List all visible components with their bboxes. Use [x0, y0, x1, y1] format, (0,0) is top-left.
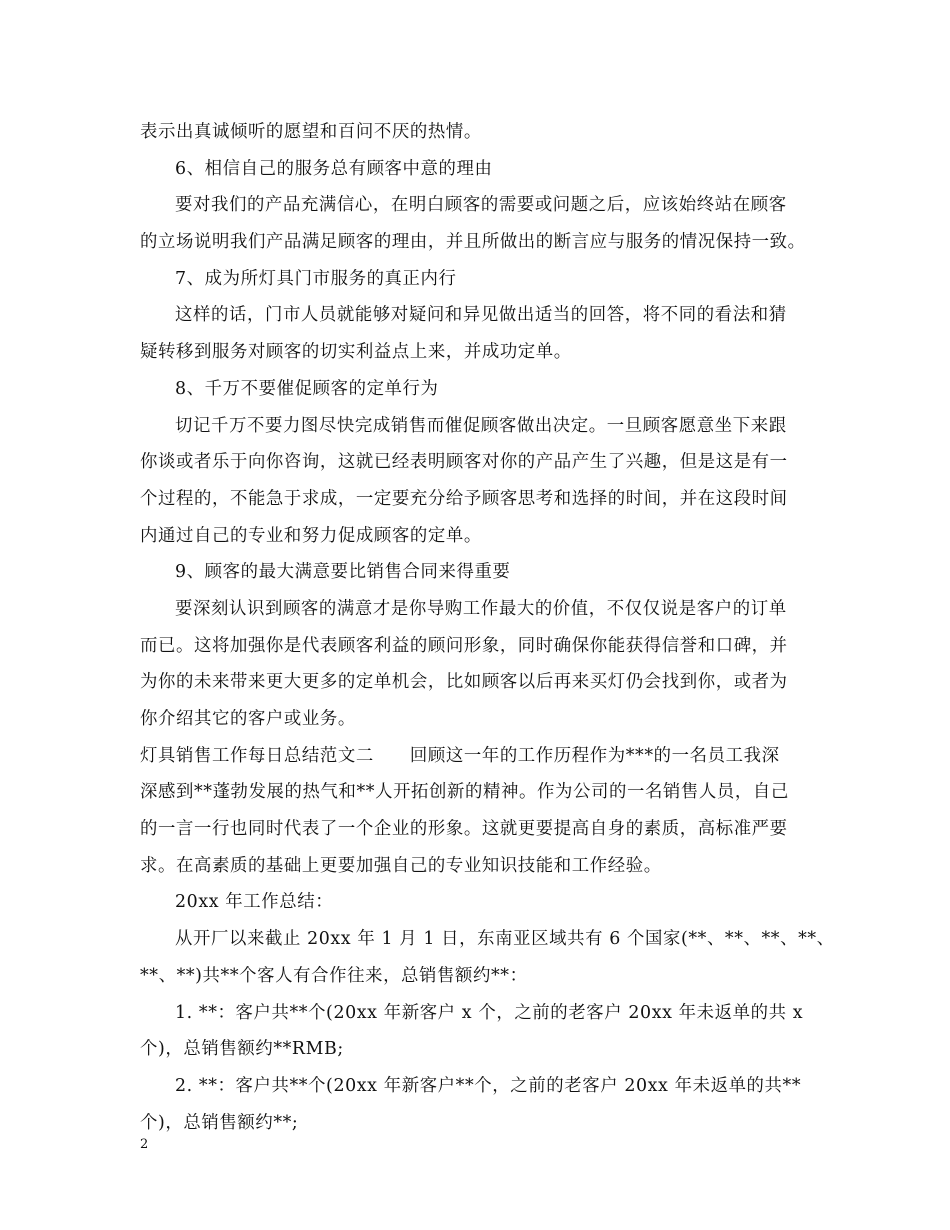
text-line: 要深刻认识到顾客的满意才是你导购工作最大的价值，不仅仅说是客户的订单	[175, 598, 787, 619]
text-line: 你介绍其它的客户或业务。	[140, 709, 356, 729]
text-line: 而已。这将加强你是代表顾客利益的顾问形象，同时确保你能获得信誉和口碑，并	[140, 635, 788, 656]
document-body	[140, 114, 835, 1141]
text-line: 表示出真诚倾听的愿望和百问不厌的热情。	[140, 122, 482, 142]
text-line: 要对我们的产品充满信心，在明白顾客的需要或问题之后，应该始终站在顾客	[175, 195, 787, 216]
text-line: 灯具销售工作每日总结范文二 回顾这一年的工作历程作为***的一名员工我深	[140, 745, 780, 766]
text-line: 8、千万不要催促顾客的定单行为	[175, 378, 439, 399]
text-line: 求。在高素质的基础上更要加强自己的专业知识技能和工作经验。	[140, 855, 662, 876]
text-line: 6、相信自己的服务总有顾客中意的理由	[175, 158, 493, 179]
text-line: 个过程的，不能急于求成，一定要充分给予顾客思考和选择的时间，并在这段时间	[140, 488, 788, 509]
page-number: 2	[140, 1137, 149, 1152]
text-line: **、**)共**个客人有合作往来，总销售额约**：	[140, 965, 528, 986]
text-line: 深感到**蓬勃发展的热气和**人开拓创新的精神。作为公司的一名销售人员，自己	[140, 782, 789, 803]
text-line: 的立场说明我们产品满足顾客的理由，并且所做出的断言应与服务的情况保持一致。	[140, 232, 806, 253]
text-line: 个)，总销售额约**;	[140, 1112, 299, 1133]
text-line: 这样的话，门市人员就能够对疑问和异见做出适当的回答，将不同的看法和猜	[175, 305, 787, 326]
text-line: 切记千万不要力图尽快完成销售而催促顾客做出决定。一旦顾客愿意坐下来跟	[175, 415, 787, 436]
text-line: 你谈或者乐于向你咨询，这就已经表明顾客对你的产品产生了兴趣，但是这是有一	[140, 452, 788, 473]
text-line: 从开厂以来截止 20xx 年 1 月 1 日，东南亚区域共有 6 个国家(**、**、**、**、	[175, 929, 835, 950]
text-line: 个)，总销售额约**RMB;	[140, 1039, 344, 1060]
text-line: 20xx 年工作总结：	[175, 892, 334, 913]
text-line: 疑转移到服务对顾客的切实利益点上来，并成功定单。	[140, 342, 572, 363]
text-line: 9、顾客的最大满意要比销售合同来得重要	[175, 562, 511, 583]
text-line: 为你的未来带来更大更多的定单机会，比如顾客以后再来买灯仍会找到你，或者为	[140, 672, 788, 693]
text-line: 2. **：客户共**个(20xx 年新客户**个，之前的老客户 20xx 年未返单的共**	[175, 1075, 802, 1096]
text-line: 7、成为所灯具门市服务的真正内行	[175, 268, 457, 289]
text-line: 内通过自己的专业和努力促成顾客的定单。	[140, 525, 482, 546]
text-line: 的一言一行也同时代表了一个企业的形象。这就更要提高自身的素质，高标准严要	[140, 819, 788, 840]
text-line: 1. **：客户共**个(20xx 年新客户 x 个，之前的老客户 20xx 年未返单的共 x	[175, 1002, 804, 1023]
